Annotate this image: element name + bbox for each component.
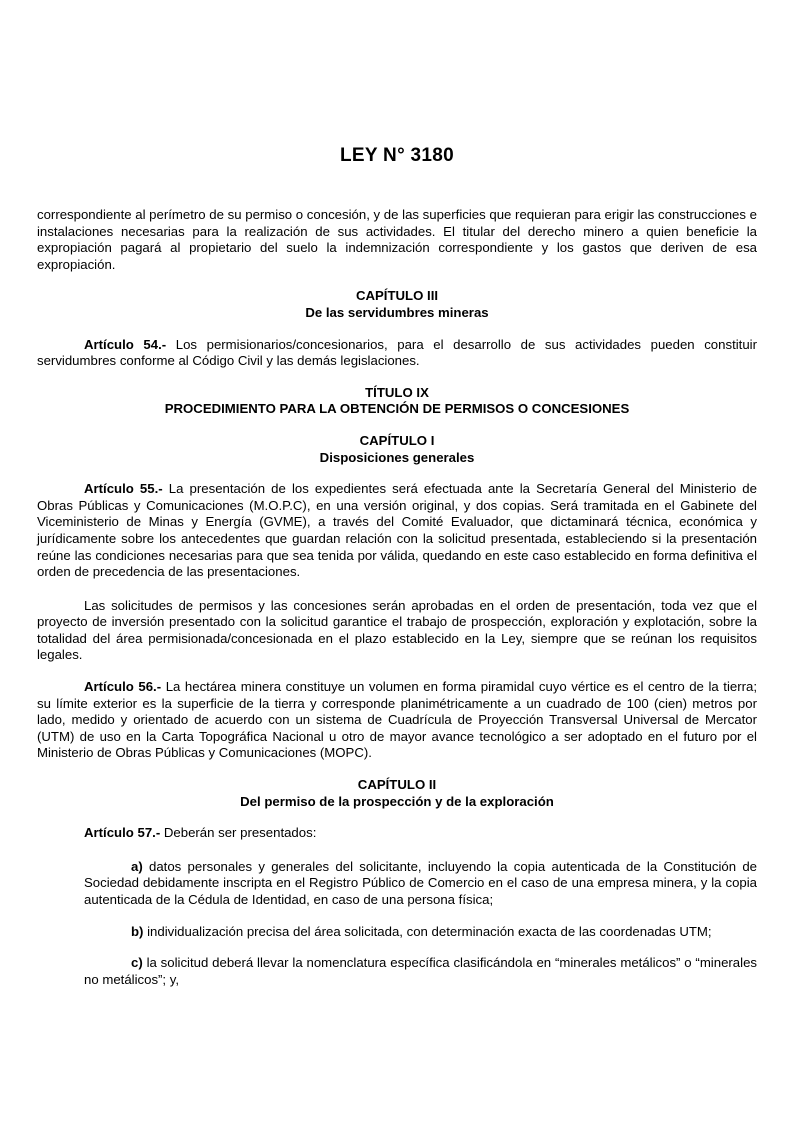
article-54 [37,337,757,370]
article-55-label: Artículo 55.- [84,481,163,497]
article-56 [37,679,757,762]
item-a-text: datos personales y generales del solicitante, incluyendo la copia autenticada de la Constitución de Sociedad debidamente inscripta en el Registro Público de Comercio en el caso de una empresa minera, y la copia autenticada de la Cédula de Identidad, en caso de una persona física; [84,858,757,907]
article-57-text: Deberán ser presentados: [160,825,317,841]
chapter-1-subtitle: Disposiciones generales [319,449,475,465]
article-54-label: Artículo 54.- [84,336,167,352]
article-55-text: La presentación de los expedientes será efectuada ante la Secretaría General del Ministerio de Obras Públicas y Comunicaciones (M.O.P.C), en una versión original, y dos copias. Será tramitada en el Gabinete del Viceministerio de Minas y Energía (GVME), a través del Comité Evaluador, que dictaminará técnica, económica y jurídicamente sobre los antecedentes que guardan relación con la solicitud presentada, estableciendo si la presentación reúne las condiciones necesarias para que sea tenida por válida, quedando en este caso establecido en forma definitiva el orden de precedencia de las presentaciones. [37,481,757,580]
item-c-text: la solicitud deberá llevar la nomenclatura específica clasificándola en “minerales metálicos” o “minerales no metálicos”; y, [84,955,757,987]
item-b-label: b) [131,923,144,939]
article-57 [37,825,757,842]
item-a-label: a) [131,858,143,874]
article-56-label: Artículo 56.- [84,679,162,695]
item-c-label: c) [131,955,143,971]
page-title: LEY N° 3180 [339,145,455,166]
item-a [84,859,757,909]
paragraph-solicitudes: Las solicitudes de permisos y las concesiones serán aprobadas en el orden de presentación, toda vez que el proyecto de inversión presentado con la solicitud garantice el trabajo de prospección, exploración y explotación, sobre la totalidad del área permisionada/concesionada en el plazo establecido en la Ley, siempre que se reúnan los requisitos legales. [37,597,757,663]
paragraph-intro: correspondiente al perímetro de su permiso o concesión, y de las superficies que requieran para erigir las construcciones e instalaciones necesarias para la realización de sus actividades. El titular del derecho minero a quien beneficie la expropiación pagará al propietario del suelo la indemnización correspondiente y los gastos que deriven de esa expropiación. [37,207,757,272]
item-c [84,955,757,988]
item-b [84,924,757,941]
chapter-3-subtitle: De las servidumbres mineras [305,304,489,320]
title-9-title: TÍTULO IX [365,384,429,400]
article-57-label: Artículo 57.- [84,825,161,841]
article-55 [37,481,757,581]
article-56-text: La hectárea minera constituye un volumen en forma piramidal cuyo vértice es el centro de la tierra; su límite exterior es la superficie de la tierra y corresponde planimétricamente a un cuadrado de 100 (cien) metros por lado, medido y orientado de acuerdo con un sistema de Cuadrícula de Proyección Transversal Universal de Mercator (UTM) de uso en la Carta Topográfica Nacional u otro de mayor avance tecnológico a ser adoptado en el futuro por el Ministerio de Obras Públicas y Comunicaciones (MOPC). [37,679,757,761]
chapter-1-title: CAPÍTULO I [359,432,435,448]
item-b-text: individualización precisa del área solicitada, con determinación exacta de las coordenadas UTM; [143,923,712,939]
chapter-3-title: CAPÍTULO III [355,288,439,304]
chapter-2-subtitle: Del permiso de la prospección y de la exploración [240,793,554,809]
chapter-2-title: CAPÍTULO II [357,777,437,793]
document-body [37,207,757,988]
title-9-subtitle: PROCEDIMIENTO PARA LA OBTENCIÓN DE PERMISOS O CONCESIONES [164,401,630,417]
article-54-text: Los permisionarios/concesionarios, para el desarrollo de sus actividades pueden constituir servidumbres conforme al Código Civil y las demás legislaciones. [37,336,757,369]
